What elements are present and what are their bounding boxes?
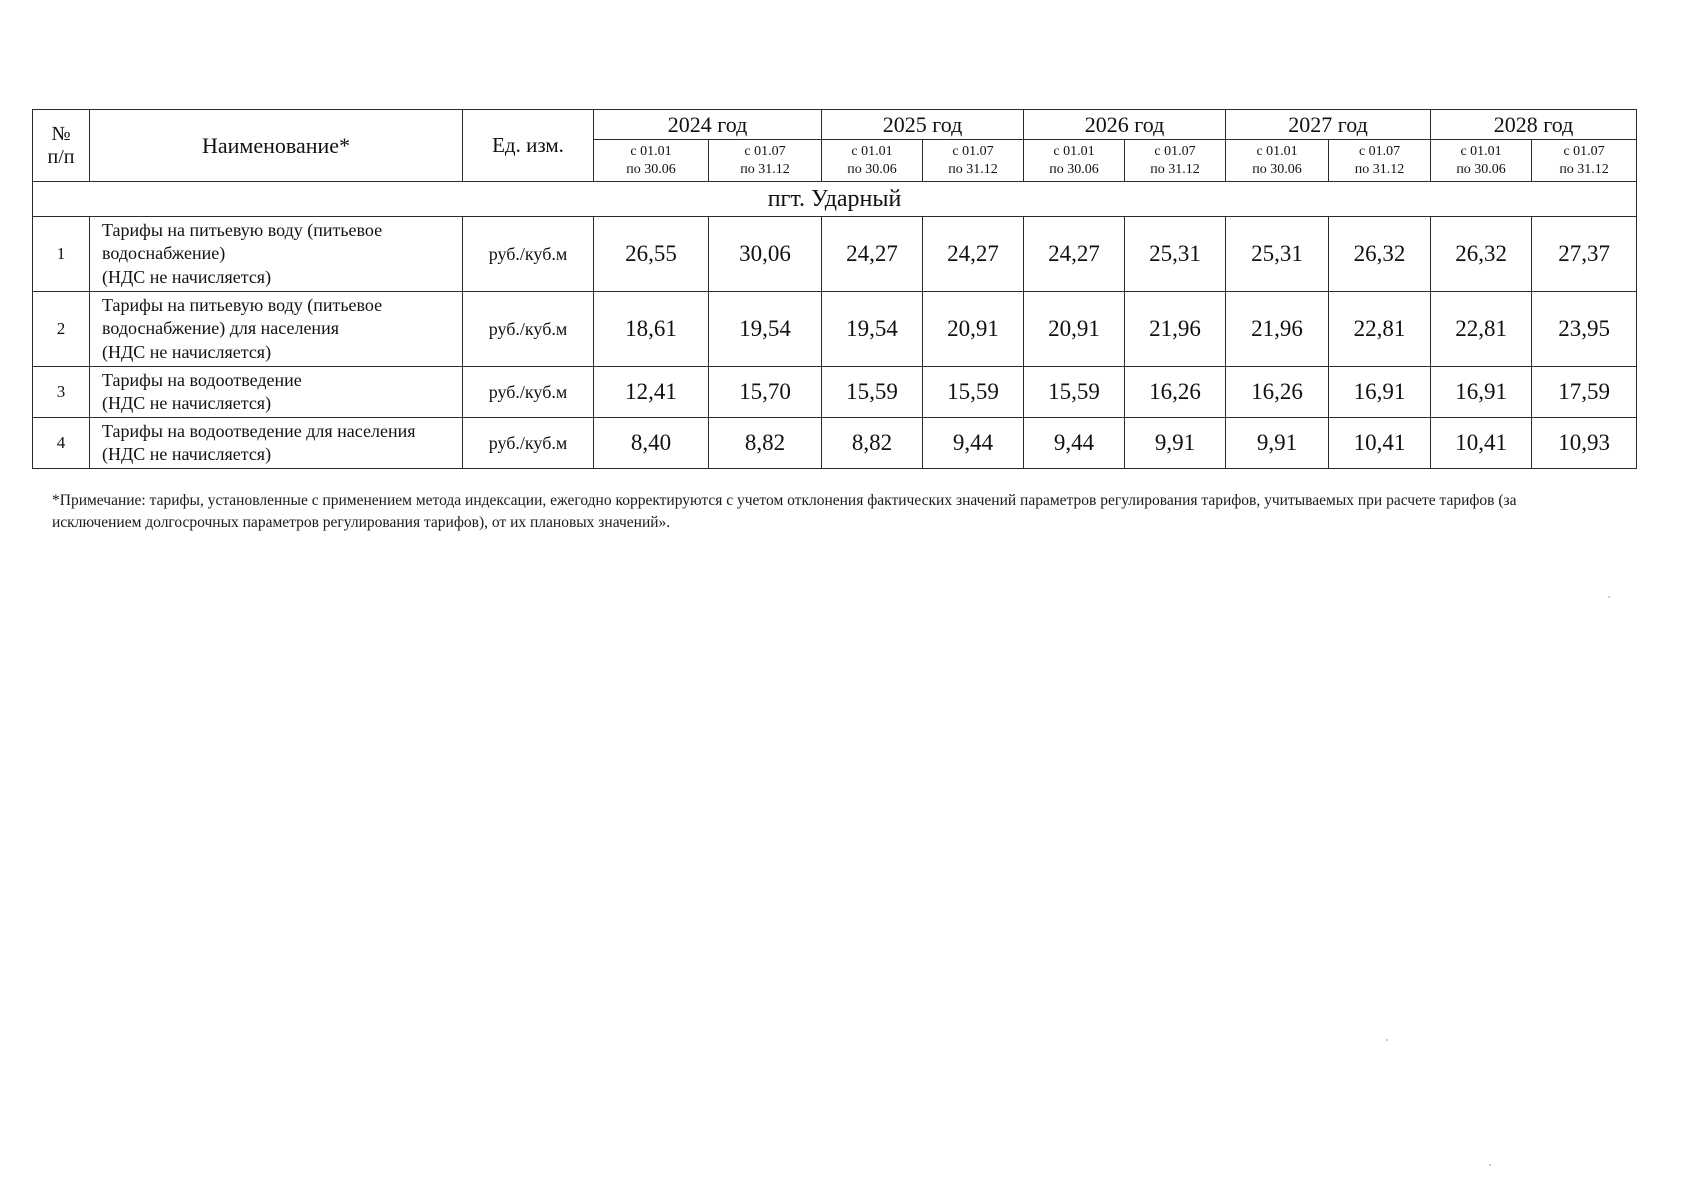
scan-speck — [1489, 1164, 1491, 1166]
tariff-value: 10,41 — [1329, 418, 1431, 469]
header-number: № п/п — [33, 110, 90, 182]
tariff-value: 23,95 — [1532, 292, 1637, 367]
tariff-value: 30,06 — [709, 217, 822, 292]
header-year-2028: 2028 год — [1431, 110, 1637, 140]
tariff-value: 16,91 — [1431, 367, 1532, 418]
tariff-value: 8,82 — [822, 418, 923, 469]
tariff-value: 26,32 — [1431, 217, 1532, 292]
tariff-value: 27,37 — [1532, 217, 1637, 292]
tariff-value: 9,44 — [923, 418, 1024, 469]
header-period-second: с 01.07 по 31.12 — [1125, 140, 1226, 182]
tariff-value: 26,55 — [594, 217, 709, 292]
row-name: Тарифы на питьевую воду (питьевое водоснабжение) для населения (НДС не начисляется) — [90, 292, 463, 367]
tariff-value: 15,59 — [822, 367, 923, 418]
scan-speck — [1608, 596, 1610, 598]
tariff-value: 25,31 — [1226, 217, 1329, 292]
row-number: 1 — [33, 217, 90, 292]
row-unit: руб./куб.м — [463, 367, 594, 418]
header-period-first: с 01.01 по 30.06 — [1226, 140, 1329, 182]
row-unit: руб./куб.м — [463, 292, 594, 367]
header-period-second: с 01.07 по 31.12 — [923, 140, 1024, 182]
tariff-value: 20,91 — [923, 292, 1024, 367]
tariff-value: 22,81 — [1431, 292, 1532, 367]
table-row — [33, 418, 1637, 469]
header-year-2025: 2025 год — [822, 110, 1024, 140]
header-year-2027: 2027 год — [1226, 110, 1431, 140]
table-row — [33, 292, 1637, 367]
row-unit: руб./куб.м — [463, 418, 594, 469]
row-name: Тарифы на питьевую воду (питьевое водоснабжение) (НДС не начисляется) — [90, 217, 463, 292]
tariff-value: 24,27 — [923, 217, 1024, 292]
tariff-value: 15,59 — [923, 367, 1024, 418]
row-number: 2 — [33, 292, 90, 367]
tariff-value: 24,27 — [822, 217, 923, 292]
header-unit: Ед. изм. — [463, 110, 594, 182]
tariff-value: 20,91 — [1024, 292, 1125, 367]
header-name: Наименование* — [90, 110, 463, 182]
footnote: *Примечание: тарифы, установленные с применением метода индексации, ежегодно корректируются с учетом отклонения фактических значений параметров регулирования тарифов, учитываемых при расчете тарифов (за исключением долгосрочных параметров регулирования тарифов), от их плановых значений». — [52, 492, 1517, 532]
tariff-value: 26,32 — [1329, 217, 1431, 292]
tariff-value: 12,41 — [594, 367, 709, 418]
header-period-second: с 01.07 по 31.12 — [1532, 140, 1637, 182]
tariff-value: 16,91 — [1329, 367, 1431, 418]
row-unit: руб./куб.м — [463, 217, 594, 292]
tariff-value: 10,41 — [1431, 418, 1532, 469]
row-name: Тарифы на водоотведение для населения (НДС не начисляется) — [90, 418, 463, 469]
header-period-second: с 01.07 по 31.12 — [709, 140, 822, 182]
tariff-value: 16,26 — [1226, 367, 1329, 418]
tariff-value: 19,54 — [709, 292, 822, 367]
tariff-value: 15,70 — [709, 367, 822, 418]
header-period-first: с 01.01 по 30.06 — [822, 140, 923, 182]
tariff-value: 22,81 — [1329, 292, 1431, 367]
tariff-value: 9,91 — [1125, 418, 1226, 469]
tariff-value: 25,31 — [1125, 217, 1226, 292]
section-title: пгт. Ударный — [33, 182, 1637, 217]
header-period-first: с 01.01 по 30.06 — [594, 140, 709, 182]
tariff-value: 24,27 — [1024, 217, 1125, 292]
tariff-value: 16,26 — [1125, 367, 1226, 418]
tariff-value: 9,44 — [1024, 418, 1125, 469]
header-year-2024: 2024 год — [594, 110, 822, 140]
tariff-value: 21,96 — [1226, 292, 1329, 367]
header-period-first: с 01.01 по 30.06 — [1024, 140, 1125, 182]
tariff-value: 9,91 — [1226, 418, 1329, 469]
tariff-value: 17,59 — [1532, 367, 1637, 418]
tariff-value: 8,40 — [594, 418, 709, 469]
header-period-second: с 01.07 по 31.12 — [1329, 140, 1431, 182]
tariff-value: 18,61 — [594, 292, 709, 367]
row-number: 4 — [33, 418, 90, 469]
tariff-value: 8,82 — [709, 418, 822, 469]
tariff-value: 21,96 — [1125, 292, 1226, 367]
tariff-value: 19,54 — [822, 292, 923, 367]
table-row — [33, 217, 1637, 292]
tariff-table — [32, 109, 1637, 469]
table-row — [33, 367, 1637, 418]
tariff-value: 15,59 — [1024, 367, 1125, 418]
scan-speck — [1386, 1039, 1388, 1041]
row-number: 3 — [33, 367, 90, 418]
header-period-first: с 01.01 по 30.06 — [1431, 140, 1532, 182]
tariff-value: 10,93 — [1532, 418, 1637, 469]
header-year-2026: 2026 год — [1024, 110, 1226, 140]
row-name: Тарифы на водоотведение (НДС не начисляется) — [90, 367, 463, 418]
